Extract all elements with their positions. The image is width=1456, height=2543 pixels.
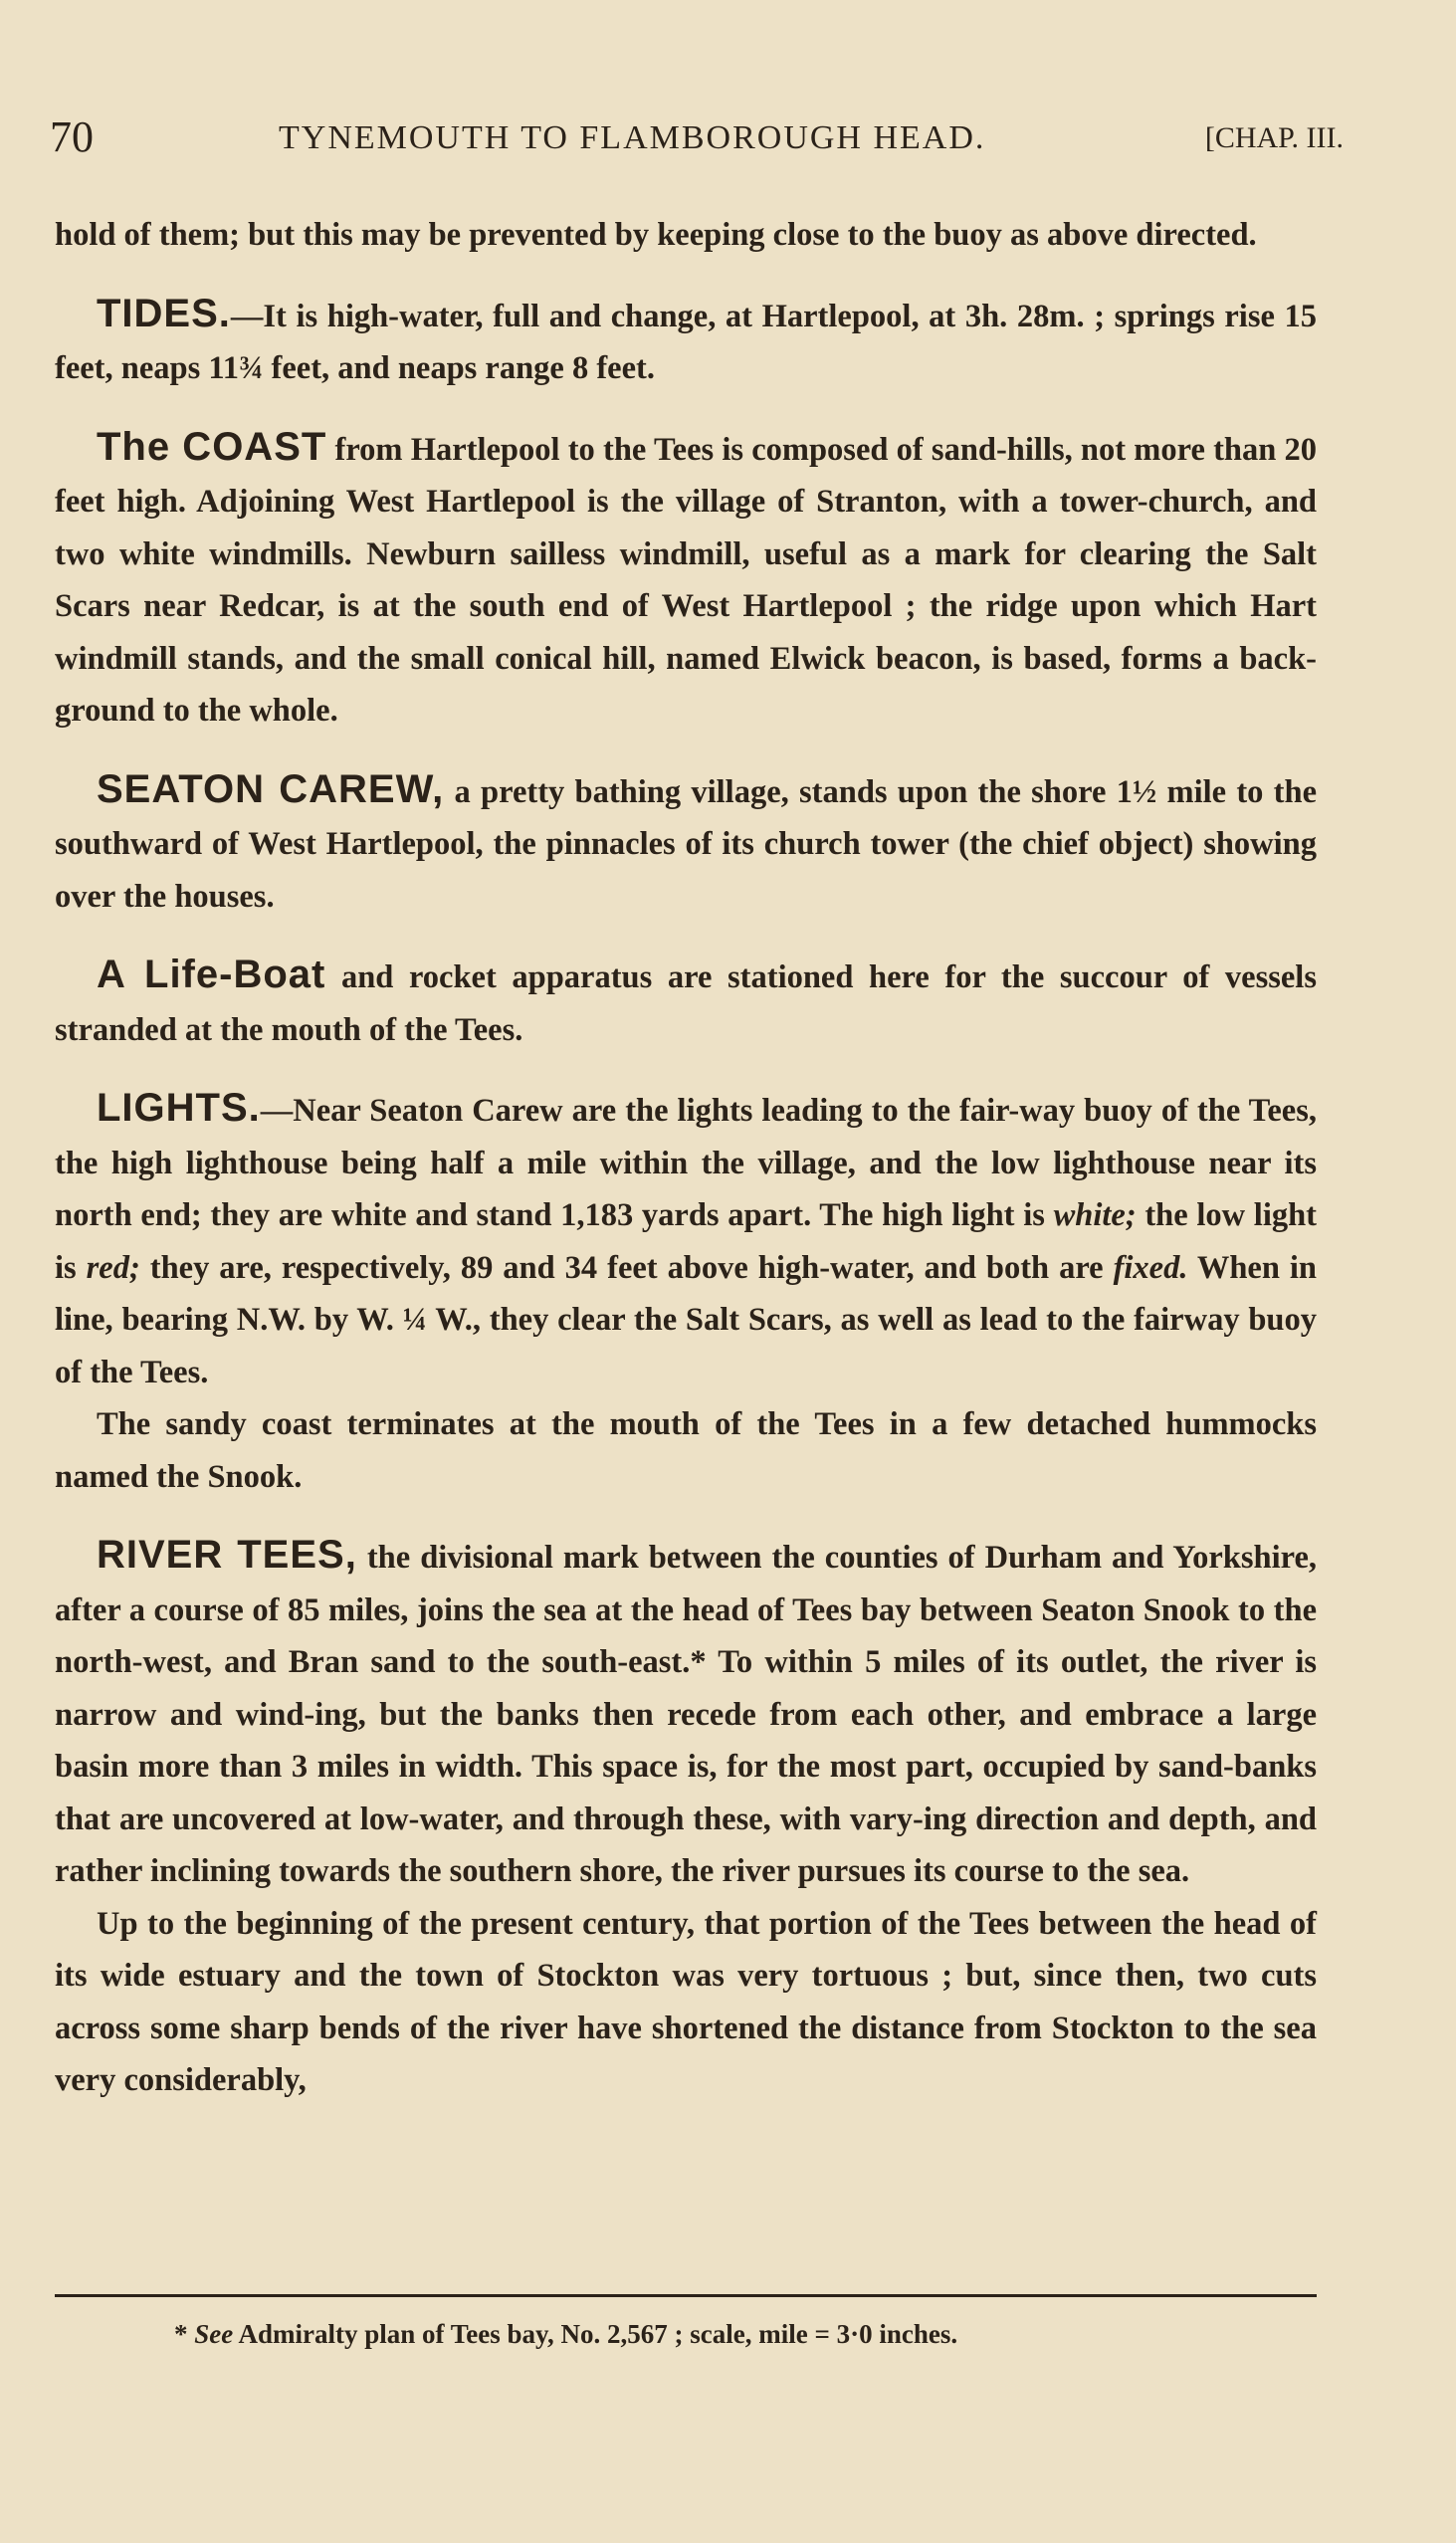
chapter-label: [CHAP. III. bbox=[1204, 121, 1344, 154]
paragraph-lights: LIGHTS.—Near Seaton Carew are the lights leading to the fair-way buoy of the Tees, the high lighthouse being half a mile within the village, and the low lighthouse near its north end; they are white and stand 1,183 yards apart. The high light is white; the low light is red; they are, respectively, 89 and 34 feet above high-water, and both are fixed. When in line, bearing N.W. by W. ¼ W., they clear the Salt Scars, as well as lead to the fairway buoy of the Tees. bbox=[55, 1086, 1318, 1390]
paragraph-river-tees: RIVER TEES, the divisional mark between the counties of Durham and Yorkshire, after a course of 85 miles, joins the sea at the head of Tees bay between Seaton Snook to the north-west, and Bran sand to the south-east.* To within 5 miles of its outlet, the river is narrow and wind-ing, but the banks then recede from each other, and embrace a large basin more than 3 miles in width. This space is, for the most part, occupied by sand-banks that are uncovered at low-water, and through these, with vary-ing direction and depth, and rather inclining towards the southern shore, the river pursues its course to the sea. bbox=[55, 1533, 1317, 1889]
heading-tides: TIDES. bbox=[97, 291, 231, 335]
paragraph-seaton-carew: SEATON CAREW, a pretty bathing village, stands upon the shore 1½ mile to the southward of West Hartlepool, the pinnacles of its church tower (the chief object) showing over the houses. bbox=[55, 766, 1318, 915]
body-text bbox=[55, 209, 1317, 2107]
footnote-rule bbox=[55, 2294, 1317, 2297]
heading-lights: LIGHTS. bbox=[97, 1086, 261, 1130]
paragraph-sandy-coast: The sandy coast terminates at the mouth of the Tees in a few detached hummocks named the Snook. bbox=[55, 1406, 1317, 1495]
paragraph-coast: The COAST from Hartlepool to the Tees is composed of sand-hills, not more than 20 feet high. Adjoining West Hartlepool is the village of Stranton, with a tower-church, and two white windmills. Newburn sailless windmill, useful as a mark for clearing the Salt Scars near Redcar, is at the south end of West Hartlepool ; the ridge upon which Hart windmill stands, and the small conical hill, named Elwick beacon, is based, forms a back-ground to the whole. bbox=[55, 424, 1317, 729]
heading-lifeboat: A Life-Boat bbox=[97, 953, 326, 996]
heading-seaton-carew: SEATON CAREW, bbox=[97, 766, 445, 811]
paragraph-lifeboat: A Life-Boat and rocket apparatus are stationed here for the succour of vessels stranded at the mouth of the Tees. bbox=[55, 953, 1317, 1048]
running-title: TYNEMOUTH TO FLAMBOROUGH HEAD. bbox=[279, 119, 986, 156]
heading-river-tees: RIVER TEES, bbox=[97, 1533, 357, 1577]
paragraph-tides: TIDES.—It is high-water, full and change, at Hartlepool, at 3h. 28m. ; springs rise 15 feet, neaps 11¾ feet, and neaps range 8 feet. bbox=[55, 291, 1317, 386]
paragraph-up-to: Up to the beginning of the present century, that portion of the Tees between the head of its wide estuary and the town of Stockton was very tortuous ; but, since then, two cuts across some sharp bends of the river have shortened the distance from Stockton to the sea very considerably, bbox=[55, 1905, 1317, 2098]
running-header bbox=[50, 111, 1344, 181]
paragraph-continuation: hold of them; but this may be prevented by keeping close to the buoy as above directed. bbox=[55, 217, 1257, 253]
footnote: * See Admiralty plan of Tees bay, No. 2,567 ; scale, mile = 3·0 inches. bbox=[174, 2319, 958, 2349]
page-number: 70 bbox=[50, 112, 94, 161]
heading-coast: The COAST bbox=[97, 424, 327, 469]
